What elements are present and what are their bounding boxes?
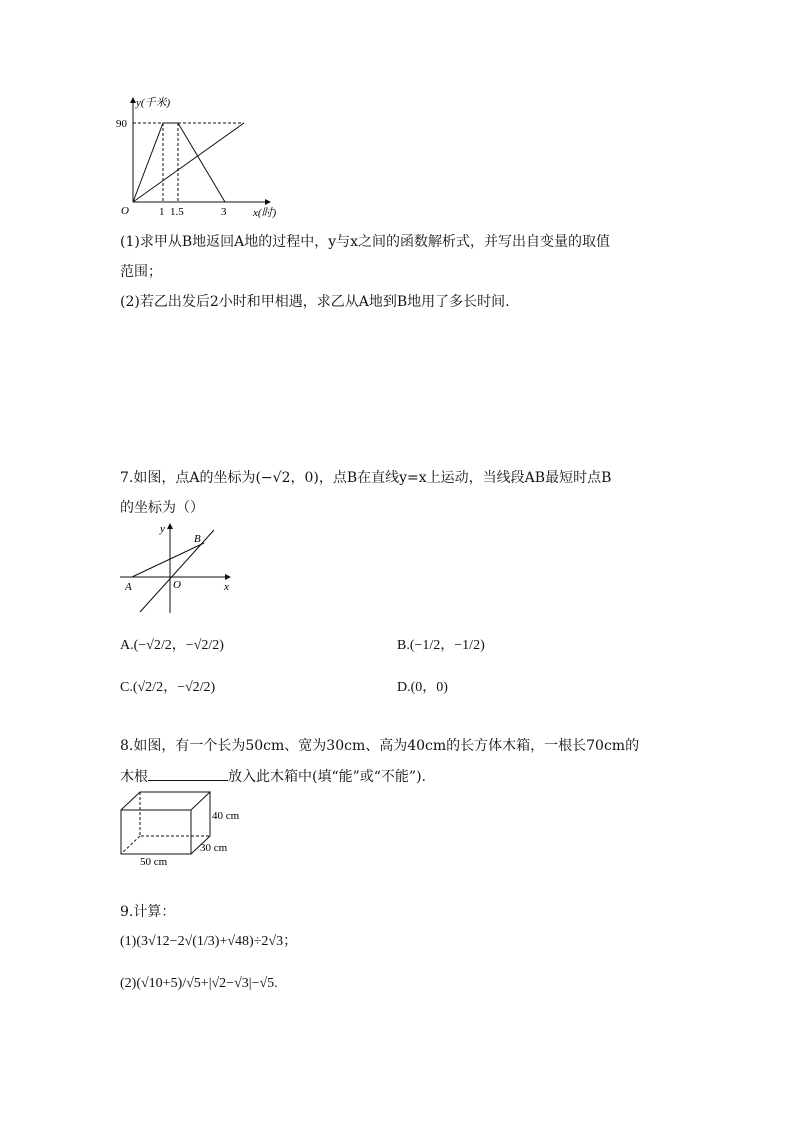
yi-path (133, 123, 244, 202)
q7-option-a: A.(−√2/2，−√2/2) (120, 638, 224, 653)
x-tick-3: 3 (221, 206, 227, 218)
x-tick-1.5: 1.5 (170, 206, 184, 218)
q7-x-label: x (224, 581, 229, 593)
box-hidden-edges (140, 792, 210, 836)
q7-y-label: y (160, 523, 165, 535)
q7-point-A: A (125, 581, 132, 593)
box-length-label: 50 cm (140, 856, 168, 868)
box-width-label: 30 cm (200, 842, 228, 854)
q8-line2-suffix: 放入此木箱中(填“能”或“不能”). (228, 769, 427, 785)
distance-time-graph (110, 92, 300, 222)
q8-answer-blank (148, 766, 228, 781)
q8-line2-prefix: 木根 (120, 769, 148, 785)
q7-option-c: C.(√2/2，−√2/2) (120, 680, 216, 695)
q7-option-d: D.(0，0) (397, 680, 448, 695)
segment-AB (132, 543, 204, 577)
q8-box-figure (118, 788, 258, 868)
q7-line2: 的坐标为（） (120, 500, 204, 516)
q8-line2 (120, 766, 426, 787)
jia-path (133, 123, 225, 202)
q9-title: 9.计算： (120, 904, 176, 920)
y-axis-label: y(千米) (136, 97, 171, 109)
box-top-face (121, 792, 210, 810)
line-y-eq-x (140, 530, 214, 612)
q6-part2: (2)若乙出发后2小时和甲相遇，求乙从A地到B地用了多长时间. (120, 294, 510, 310)
q7-option-b: B.(−1/2，−1/2) (397, 638, 485, 653)
origin-label: O (121, 205, 129, 217)
q9-part1: (1)(3√12−2√(1/3)+√48)÷2√3； (120, 934, 298, 949)
q7-point-O: O (173, 579, 181, 591)
box-height-label: 40 cm (212, 810, 240, 822)
q6-part1-line2: 范围； (120, 264, 162, 280)
q7-figure (118, 520, 238, 615)
x-tick-1: 1 (159, 206, 165, 218)
q8-line1: 8.如图，有一个长为50cm、宽为30cm、高为40cm的长方体木箱，一根长70cm的 (120, 738, 640, 754)
y-tick-90: 90 (116, 118, 127, 130)
x-axis-label: x(时) (253, 207, 277, 219)
box-hidden-edge-diag (121, 836, 140, 854)
box-front-face (121, 810, 191, 854)
q7-line1: 7.如图，点A的坐标为(−√2，0)，点B在直线y=x上运动，当线段AB最短时点B (120, 470, 612, 486)
q7-point-B: B (194, 533, 201, 545)
q9-part2: (2)(√10+5)/√5+|√2−√3|−√5. (120, 976, 278, 991)
q6-part1-line1: (1)求甲从B地返回A地的过程中，y与x之间的函数解析式，并写出自变量的取值 (120, 234, 611, 250)
